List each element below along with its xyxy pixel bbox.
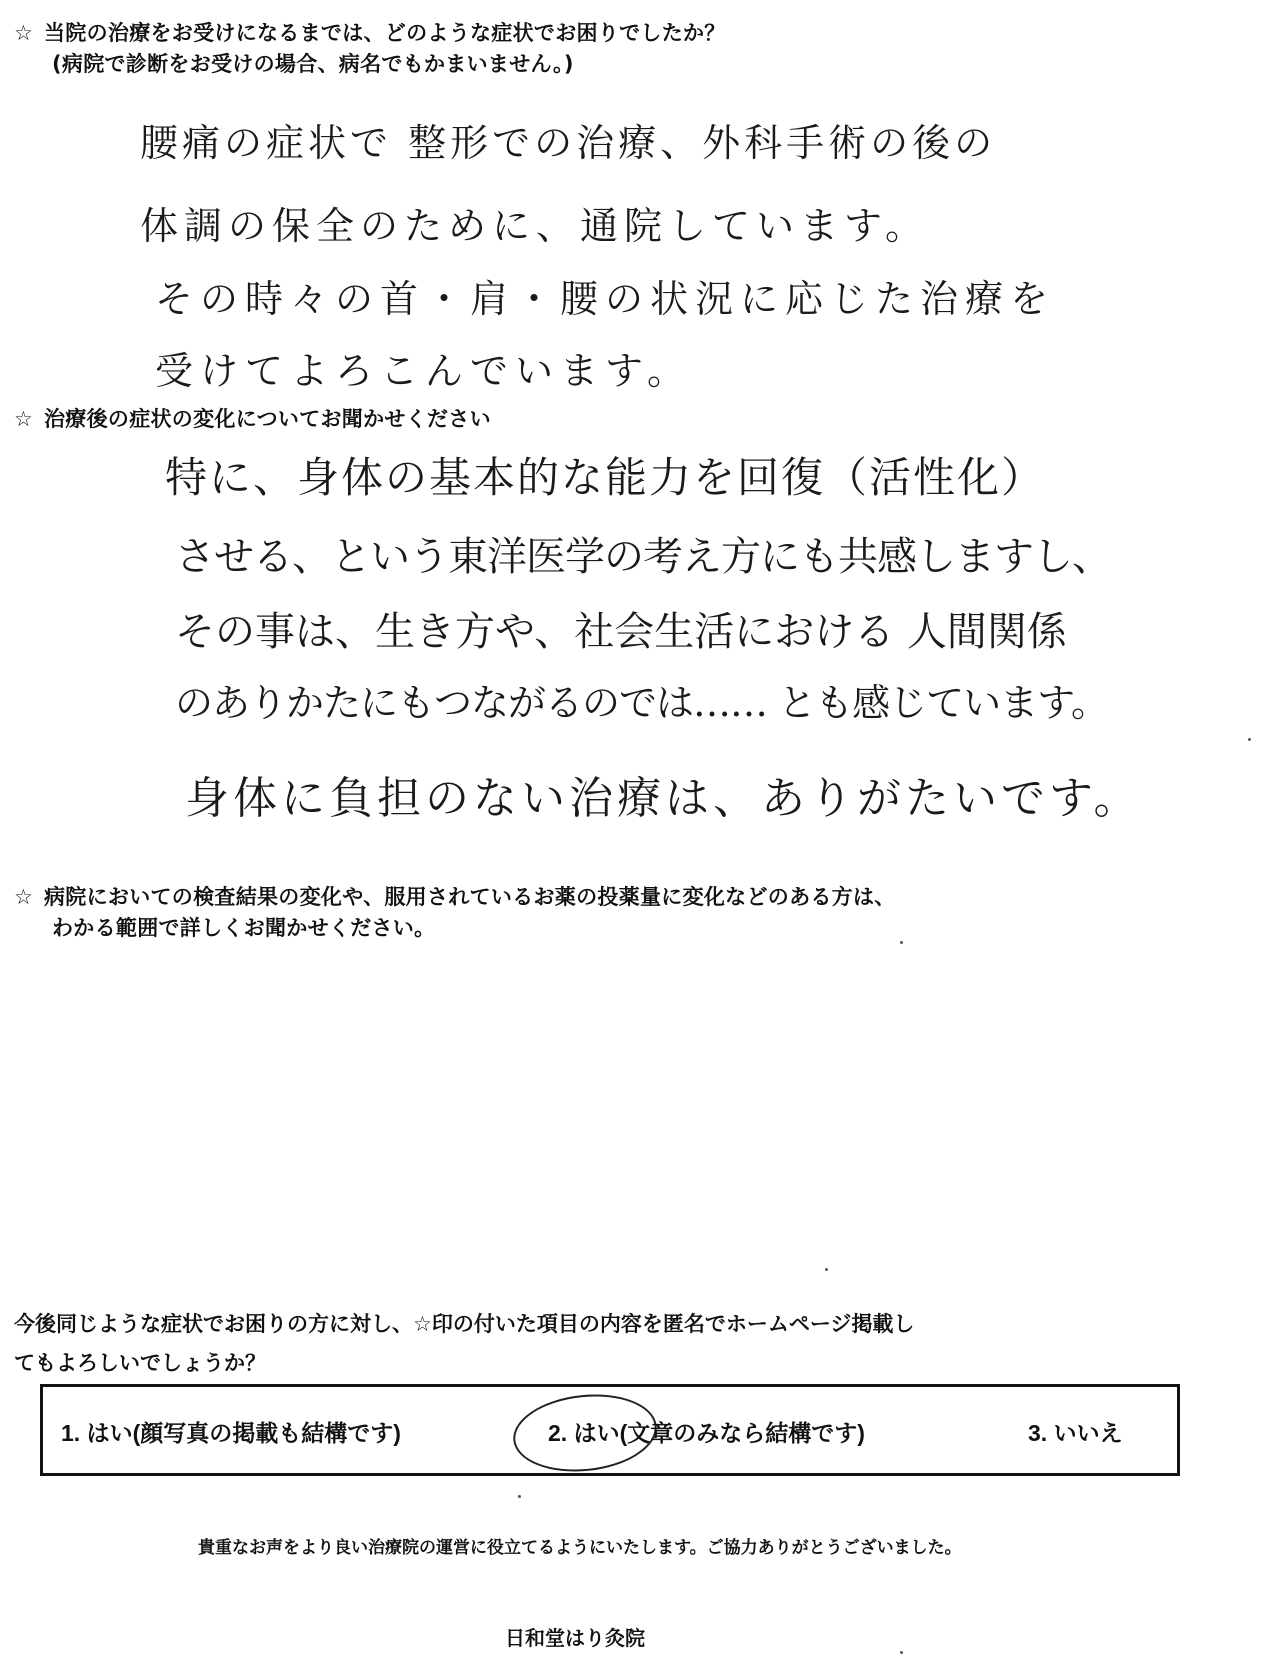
consent-text-line-2: てもよろしいでしょうか？ xyxy=(14,1351,266,1375)
answer-2-line-5: 身体に負担のない治療は、ありがたいです。 xyxy=(185,773,1142,824)
option-no[interactable]: 3. いいえ xyxy=(1028,1420,1123,1446)
consent-text-line-1: 今後同じような症状でお困りの方に対し、☆印の付いた項目の内容を匿名でホームページ掲載し xyxy=(14,1312,915,1336)
clinic-name: 日和堂はり灸院 xyxy=(505,1628,645,1650)
answer-1-line-1: 腰痛の症状で 整形での治療、外科手術の後の xyxy=(140,121,997,165)
question-3-text: 病院においての検査結果の変化や、服用されているお薬の投薬量に変化などのある方は、 xyxy=(44,885,896,909)
question-3 xyxy=(14,882,896,944)
consent-question xyxy=(14,1305,914,1383)
consent-options-box xyxy=(40,1384,1180,1476)
question-1-text: 当院の治療をお受けになるまでは、どのような症状でお困りでしたか？ xyxy=(44,21,726,45)
star-icon: ☆ xyxy=(14,885,34,909)
answer-1-line-2: 体調の保全のために、通院しています。 xyxy=(140,204,929,248)
answer-1-line-4: 受けてよろこんでいます。 xyxy=(155,349,692,393)
answer-2-line-2: させる、という東洋医学の考え方にも共感しますし、 xyxy=(175,534,1111,580)
answer-2-line-4: のありかたにもつながるのでは…… とも感じています。 xyxy=(175,681,1109,725)
scan-speck xyxy=(1248,738,1251,741)
question-3-note: わかる範囲で詳しくお聞かせください。 xyxy=(52,916,436,940)
star-icon: ☆ xyxy=(14,407,34,431)
scan-speck xyxy=(518,1495,521,1498)
question-1-note: (病院で診断をお受けの場合、病名でもかまいません。) xyxy=(52,52,574,76)
answer-2-line-1: 特に、身体の基本的な能力を回復（活性化） xyxy=(165,453,1046,502)
star-icon: ☆ xyxy=(14,21,34,45)
question-2-text: 治療後の症状の変化についてお聞かせください xyxy=(44,407,491,431)
answer-2-line-3: その事は、生き方や、社会生活における 人間関係 xyxy=(175,609,1067,655)
option-yes-with-photo[interactable]: 1. はい(顔写真の掲載も結構です) xyxy=(61,1420,401,1446)
question-1 xyxy=(14,18,726,80)
scan-speck xyxy=(825,1268,828,1271)
option-yes-text-only[interactable]: 2. はい(文章のみなら結構です) xyxy=(548,1420,865,1446)
scan-speck xyxy=(900,941,903,944)
question-2 xyxy=(14,404,491,435)
thanks-message: 貴重なお声をより良い治療院の運営に役立てるようにいたします。ご協力ありがとうございました。 xyxy=(198,1538,962,1557)
answer-1-line-3: その時々の首・肩・腰の状況に応じた治療を xyxy=(155,277,1056,321)
scan-speck xyxy=(900,1651,903,1654)
